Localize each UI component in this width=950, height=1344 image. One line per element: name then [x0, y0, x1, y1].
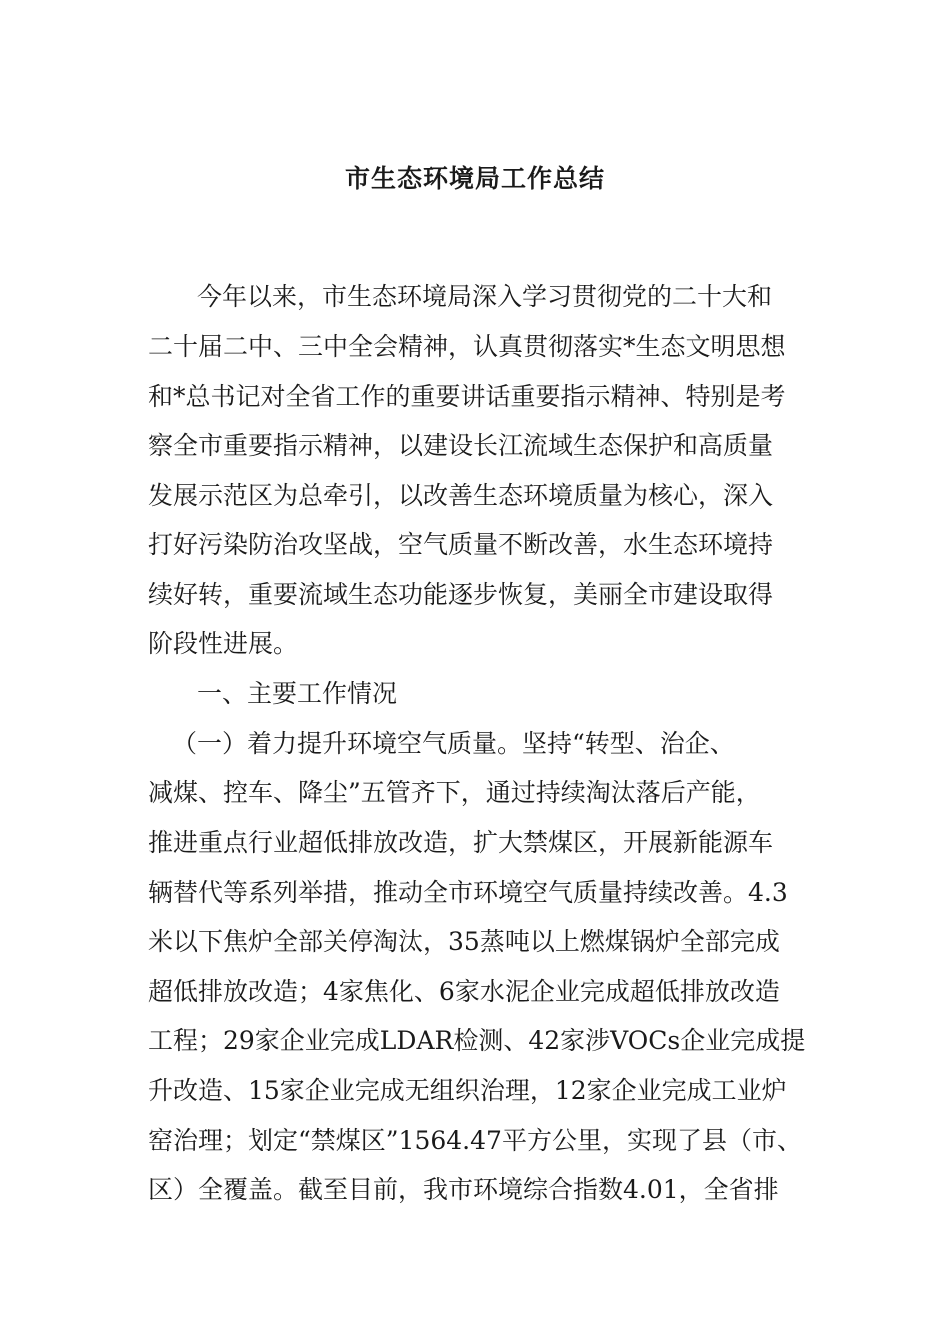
- text-line-4: 察全市重要指示精神，以建设长江流域生态保护和高质量: [148, 431, 774, 460]
- text-line-5: 发展示范区为总牵引，以改善生态环境质量为核心，深入: [148, 481, 774, 510]
- text-line-14: 米以下焦炉全部关停淘汰，35蒸吨以上燃煤锅炉全部完成: [148, 927, 780, 956]
- text-line-17: 升改造、15家企业完成无组织治理，12家企业完成工业炉: [148, 1076, 787, 1105]
- text-line-3: 和*总书记对全省工作的重要讲话重要指示精神、特别是考: [148, 382, 786, 411]
- text-line-19: 区）全覆盖。截至目前，我市环境综合指数4.01，全省排: [148, 1175, 779, 1204]
- text-line-6: 打好污染防治攻坚战，空气质量不断改善，水生态环境持: [148, 530, 774, 559]
- text-line-7: 续好转，重要流域生态功能逐步恢复，美丽全市建设取得: [148, 580, 774, 609]
- text-line-1: 今年以来，市生态环境局深入学习贯彻党的二十大和: [197, 282, 773, 311]
- text-line-13: 辆替代等系列举措，推动全市环境空气质量持续改善。4.3: [148, 878, 788, 907]
- subsection-line-1: （一）着力提升环境空气质量。坚持“转型、治企、: [172, 729, 735, 758]
- text-line-8: 阶段性进展。: [148, 629, 299, 658]
- text-line-12: 推进重点行业超低排放改造，扩大禁煤区，开展新能源车: [148, 828, 774, 857]
- text-line-16: 工程；29家企业完成LDAR检测、42家涉VOCs企业完成提: [148, 1026, 806, 1055]
- document-title: 市生态环境局工作总结: [344, 164, 605, 193]
- section-heading: 一、主要工作情况: [197, 679, 398, 708]
- text-line-11: 减煤、控车、降尘”五管齐下，通过持续淘汰落后产能，: [148, 778, 761, 807]
- text-line-2: 二十届二中、三中全会精神，认真贯彻落实*生态文明思想: [148, 332, 786, 361]
- text-line-15: 超低排放改造；4家焦化、6家水泥企业完成超低排放改造: [148, 977, 780, 1006]
- text-line-18: 窑治理；划定“禁煤区”1564.47平方公里，实现了县（市、: [148, 1126, 802, 1155]
